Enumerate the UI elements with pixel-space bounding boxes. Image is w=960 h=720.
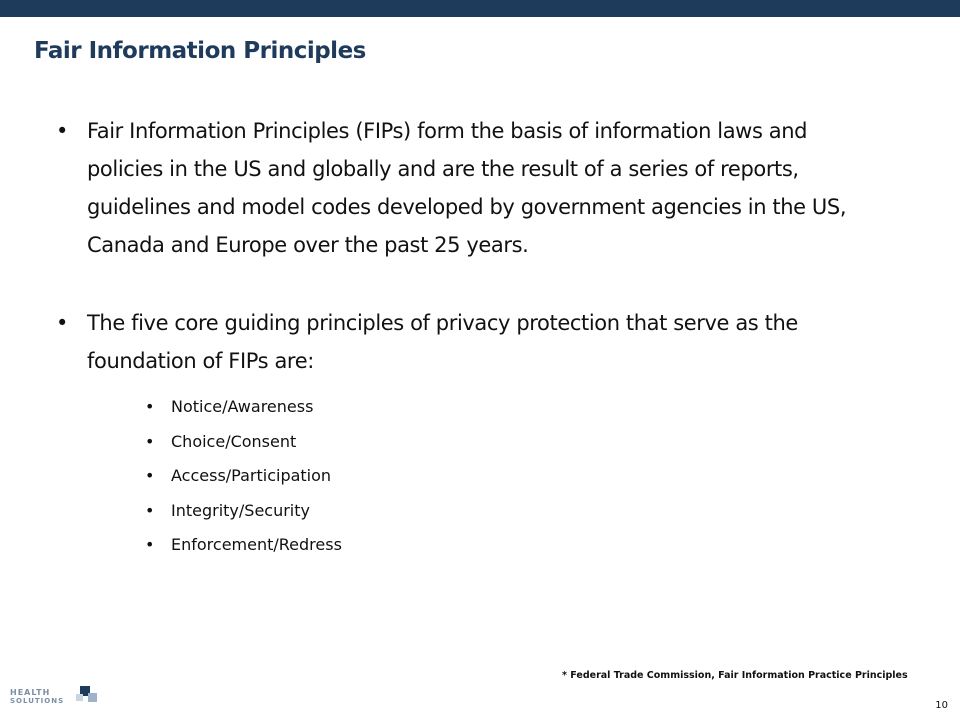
principle-item — [145, 390, 876, 425]
page-title: Fair Information Principles — [34, 38, 366, 64]
principle-item — [145, 528, 876, 563]
principle-label: Choice/Consent — [171, 431, 297, 451]
slide-body — [56, 112, 876, 563]
principle-label: Access/Participation — [171, 466, 332, 485]
principle-label: Notice/Awareness — [171, 397, 314, 416]
bullet-dot-icon: • — [145, 466, 155, 485]
logo-squares-icon — [10, 682, 110, 716]
principle-label: Integrity/Security — [171, 500, 310, 520]
bullet-item — [56, 112, 876, 264]
top-accent-bar — [0, 0, 960, 17]
principles-list — [56, 390, 876, 563]
bullet-text: The five core guiding principles of privacy protection that serve as the foundation of FIPs are: — [87, 311, 798, 373]
logo-wordmark: HEALTH SOLUTIONS — [10, 688, 65, 705]
bullet-dot-icon: • — [56, 119, 68, 143]
bullet-dot-icon: • — [145, 535, 155, 554]
principle-item — [145, 425, 876, 460]
bullet-item — [56, 304, 876, 380]
health-solutions-logo — [10, 682, 110, 716]
page-number: 10 — [935, 700, 948, 711]
bullet-dot-icon: • — [145, 397, 155, 416]
source-footnote: * Federal Trade Commission, Fair Information Practice Principles — [562, 670, 908, 681]
bullet-dot-icon: • — [145, 500, 155, 520]
bullet-text: Fair Information Principles (FIPs) form the basis of information laws and policies in the US and globally and are the result of a series of reports, guidelines and model codes developed by government agencies in the US, Canada and Europe over the past 25 years. — [87, 119, 847, 257]
bullet-dot-icon: • — [145, 431, 155, 451]
principle-item — [145, 494, 876, 529]
bullet-dot-icon: • — [56, 311, 68, 335]
principle-item — [145, 459, 876, 494]
principle-label: Enforcement/Redress — [171, 535, 342, 554]
